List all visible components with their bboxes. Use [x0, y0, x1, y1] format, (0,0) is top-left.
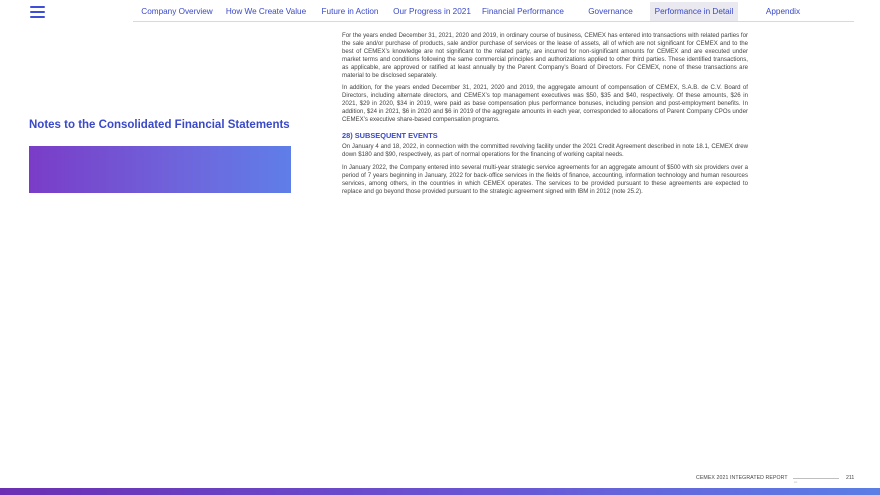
- service-agreements-paragraph: In January 2022, the Company entered into several multi-year strategic service agreements for an aggregate amount of $500 with six providers over a period of 7 years beginning in January, 2022 for back-office services in the fields of finance, accounting, information technology and human resources services, among others, in the countries in which CEMEX operates. The services to be provided pursuant to these agreements are expected to replace and go beyond those provided pursuant to the strategic agreement signed with IBM in 2012 (note 25.2).: [342, 163, 748, 195]
- compensation-paragraph: In addition, for the years ended December 31, 2021, 2020 and 2019, the aggregate amount of compensation of CEMEX, S.A.B. de C.V. Board of Directors, including alternate directors, and CEMEX’s top management executives was $50, $35 and $40, respectively. Of these amounts, $26 in 2021, $29 in 2020, $34 in 2019, were paid as base compensation plus performance bonuses, including pension and post-employment benefits. In addition, $24 in 2021, $6 in 2020 and $6 in 2019 of the aggregate amounts in each year, corresponded to allocations of Parent Company CPOs under CEMEX’s executive share-based compensation programs.: [342, 84, 748, 124]
- footer-divider: [793, 478, 839, 479]
- nav-future-in-action[interactable]: Future in Action: [321, 7, 379, 16]
- nav-our-progress-in-2021[interactable]: Our Progress in 2021: [393, 7, 471, 16]
- page-number: 211: [846, 475, 855, 481]
- nav-performance-in-detail[interactable]: Performance in Detail: [650, 2, 738, 21]
- top-navigation: [133, 2, 854, 22]
- report-label: CEMEX 2021 INTEGRATED REPORT: [696, 475, 788, 481]
- credit-drawdown-paragraph: On January 4 and 18, 2022, in connection with the committed revolving facility under the 2021 Credit Agreement described in note 18.1, CEMEX drew down $180 and $90, respectively, as part of normal operations for the financing of working capital needs.: [342, 142, 748, 158]
- main-content: [342, 32, 748, 200]
- nav-company-overview[interactable]: Company Overview: [141, 7, 213, 16]
- nav-appendix[interactable]: Appendix: [765, 7, 801, 16]
- bottom-gradient-bar: [0, 488, 880, 495]
- related-parties-paragraph: For the years ended December 31, 2021, 2020 and 2019, in ordinary course of business, CEMEX has entered into transactions with related parties for the sale and/or purchase of products, sale and/or purchase of services or the lease of assets, all of which are not significant for CEMEX and to the best of CEMEX’s knowledge are not significant to the related party, are incurred for non-significant amounts for CEMEX and are executed under market terms and conditions following the same commercial principles and authorizations applied to other third parties. These identified transactions, as applicable, are approved or ratified at least annually by the Parent Company’s Board of Directors. For CEMEX, none of these transactions are material to be disclosed separately.: [342, 32, 748, 79]
- nav-governance[interactable]: Governance: [588, 7, 633, 16]
- section-title: Notes to the Consolidated Financial Statements: [29, 119, 290, 131]
- subsequent-events-heading: 28) SUBSEQUENT EVENTS: [342, 130, 438, 140]
- hamburger-menu-icon[interactable]: [30, 6, 45, 20]
- nav-financial-performance[interactable]: Financial Performance: [482, 7, 564, 16]
- decorative-gradient-banner: [29, 146, 291, 193]
- footer-ornament: ▪▪▪: [794, 480, 798, 484]
- nav-how-we-create-value[interactable]: How We Create Value: [225, 7, 307, 16]
